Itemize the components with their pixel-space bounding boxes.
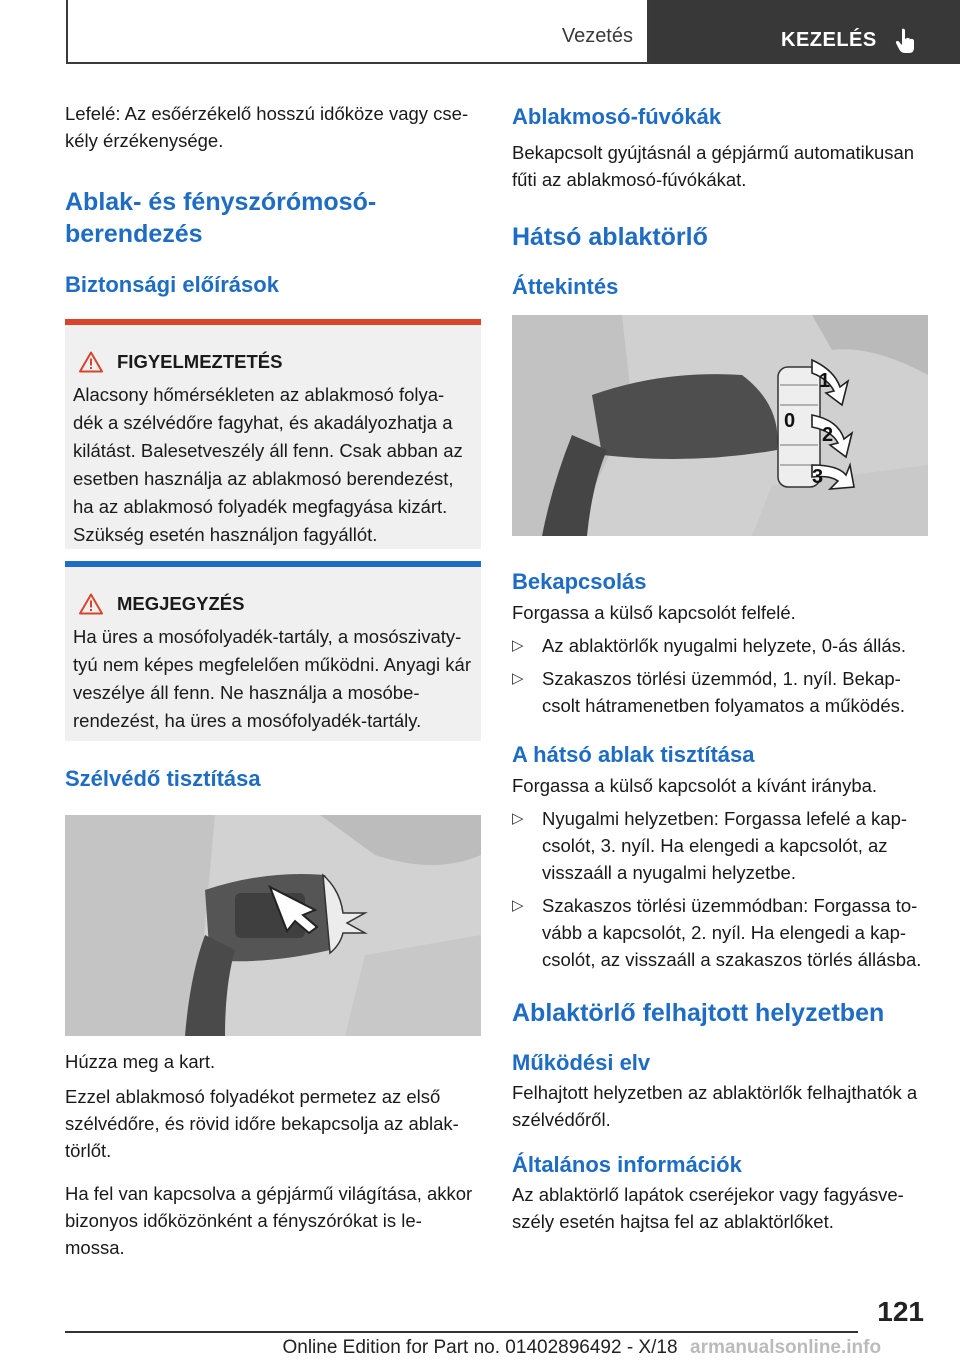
heading-overview: Áttekintés bbox=[512, 274, 619, 299]
rear-wiper-illustration bbox=[512, 315, 928, 536]
warning-triangle-icon bbox=[79, 351, 103, 373]
warning-triangle-icon bbox=[79, 593, 103, 615]
edition-text: Online Edition for Part no. 01402896492 - X/18 bbox=[282, 1337, 678, 1358]
header-section-title: Vezetés bbox=[561, 25, 633, 47]
bullet-triangle-icon: ▷ bbox=[512, 810, 524, 827]
fig-label-2: 2 bbox=[822, 424, 834, 446]
rear-cleaning-list bbox=[512, 805, 928, 973]
fig-label-0: 0 bbox=[784, 410, 796, 432]
list-item: ▷ Nyugalmi helyzetben: Forgassa lefelé a kap-csolót, 3. nyíl. Ha elengedi a kapcsolót, az visszaáll a nyugalmi helyzetbe. bbox=[512, 805, 928, 886]
page-number: 121 bbox=[877, 1296, 924, 1327]
intro-text: Lefelé: Az esőérzékelő hosszú időköze vagy cse-kély érzékenysége. bbox=[65, 103, 469, 151]
general-info-text: Az ablaktörlő lapátok cseréjekor vagy fagyásve-szély esetén hajtsa fel az ablaktörlőket. bbox=[512, 1184, 904, 1232]
header-chapter-title: KEZELÉS bbox=[781, 29, 877, 51]
heading-rear-cleaning: A hátsó ablak tisztítása bbox=[512, 742, 755, 767]
hand-pointer-icon bbox=[895, 28, 917, 54]
principle-text: Felhajtott helyzetben az ablaktörlők felhajthatók a szélvédőről. bbox=[512, 1082, 918, 1130]
header-section-box bbox=[66, 0, 649, 64]
note-text: Ha üres a mosófolyadék-tartály, a mosószivaty-tyú nem képes megfelelően működni. Anyagi kár veszélye áll fenn. Ne használja a mosóbe-rendezést, ha üres a mosófolyadék-tartály. bbox=[73, 626, 471, 731]
fig-label-3: 3 bbox=[812, 466, 824, 488]
right-column bbox=[512, 100, 928, 1235]
bullet-triangle-icon: ▷ bbox=[512, 897, 524, 914]
bullet-triangle-icon: ▷ bbox=[512, 670, 524, 687]
warning-box bbox=[65, 319, 481, 549]
switch-on-text: Forgassa a külső kapcsolót felfelé. bbox=[512, 602, 796, 623]
warning-text: Alacsony hőmérsékleten az ablakmosó folya-dék a szélvédőre fagyhat, és akadályozhatja a kilátást. Balesetveszély áll fenn. Csak abban az esetben használja az ablakmosó berendezést, ha az ablakmosó folyadék megfagyása kizárt. Szükség esetén használjon fagyállót. bbox=[73, 384, 463, 545]
heading-safety: Biztonsági előírások bbox=[65, 272, 279, 297]
left-column bbox=[65, 100, 481, 1261]
list-item: ▷ Az ablaktörlők nyugalmi helyzete, 0-ás állás. bbox=[512, 632, 928, 659]
footer-divider bbox=[65, 1331, 858, 1333]
list-item: ▷ Szakaszos törlési üzemmódban: Forgassa to-vább a kapcsolót, 2. nyíl. Ha elengedi a kap-csolót, az visszaáll a szakaszos törlés állásba. bbox=[512, 892, 928, 973]
fig-label-1: 1 bbox=[819, 370, 831, 392]
heading-folded-position: Ablaktörlő felhajtott helyzetben bbox=[512, 999, 885, 1027]
bullet-triangle-icon: ▷ bbox=[512, 637, 524, 654]
note-title: MEGJEGYZÉS bbox=[117, 593, 245, 614]
heading-rear-wiper: Hátsó ablaktörlő bbox=[512, 223, 708, 251]
heading-switch-on: Bekapcsolás bbox=[512, 569, 647, 594]
heading-principle: Működési elv bbox=[512, 1050, 651, 1075]
lever-pull-illustration bbox=[65, 815, 481, 1036]
switch-on-list bbox=[512, 632, 928, 719]
heading-general-info: Általános információk bbox=[512, 1152, 742, 1177]
headlight-wash-text: Ha fel van kapcsolva a gépjármű világítása, akkor bizonyos időközönként a fényszórókat is le-mossa. bbox=[65, 1183, 473, 1258]
rear-cleaning-text: Forgassa a külső kapcsolót a kívánt irányba. bbox=[512, 775, 878, 796]
pull-lever-text: Húzza meg a kart. bbox=[65, 1051, 216, 1072]
spray-text: Ezzel ablakmosó folyadékot permetez az első szélvédőre, és rövid időre bekapcsolja az ablak-törlőt. bbox=[65, 1086, 459, 1161]
list-item: ▷ Szakaszos törlési üzemmód, 1. nyíl. Bekap-csolt hátramenetben folyamatos a működés. bbox=[512, 665, 928, 719]
nozzles-text: Bekapcsolt gyújtásnál a gépjármű automatikusan fűti az ablakmosó-fúvókákat. bbox=[512, 142, 915, 190]
warning-title: FIGYELMEZTETÉS bbox=[117, 351, 283, 372]
header-chapter-tab bbox=[649, 0, 960, 64]
rear-wiper-switch-figure bbox=[512, 315, 928, 536]
note-box bbox=[65, 561, 481, 741]
heading-washer-system: Ablak- és fényszórómosó-berendezés bbox=[65, 188, 377, 248]
watermark-brand: armanualsonline.info bbox=[690, 1337, 882, 1358]
heading-nozzles: Ablakmosó-fúvókák bbox=[512, 104, 722, 129]
windshield-lever-figure bbox=[65, 815, 481, 1036]
heading-windshield-cleaning: Szélvédő tisztítása bbox=[65, 766, 261, 791]
